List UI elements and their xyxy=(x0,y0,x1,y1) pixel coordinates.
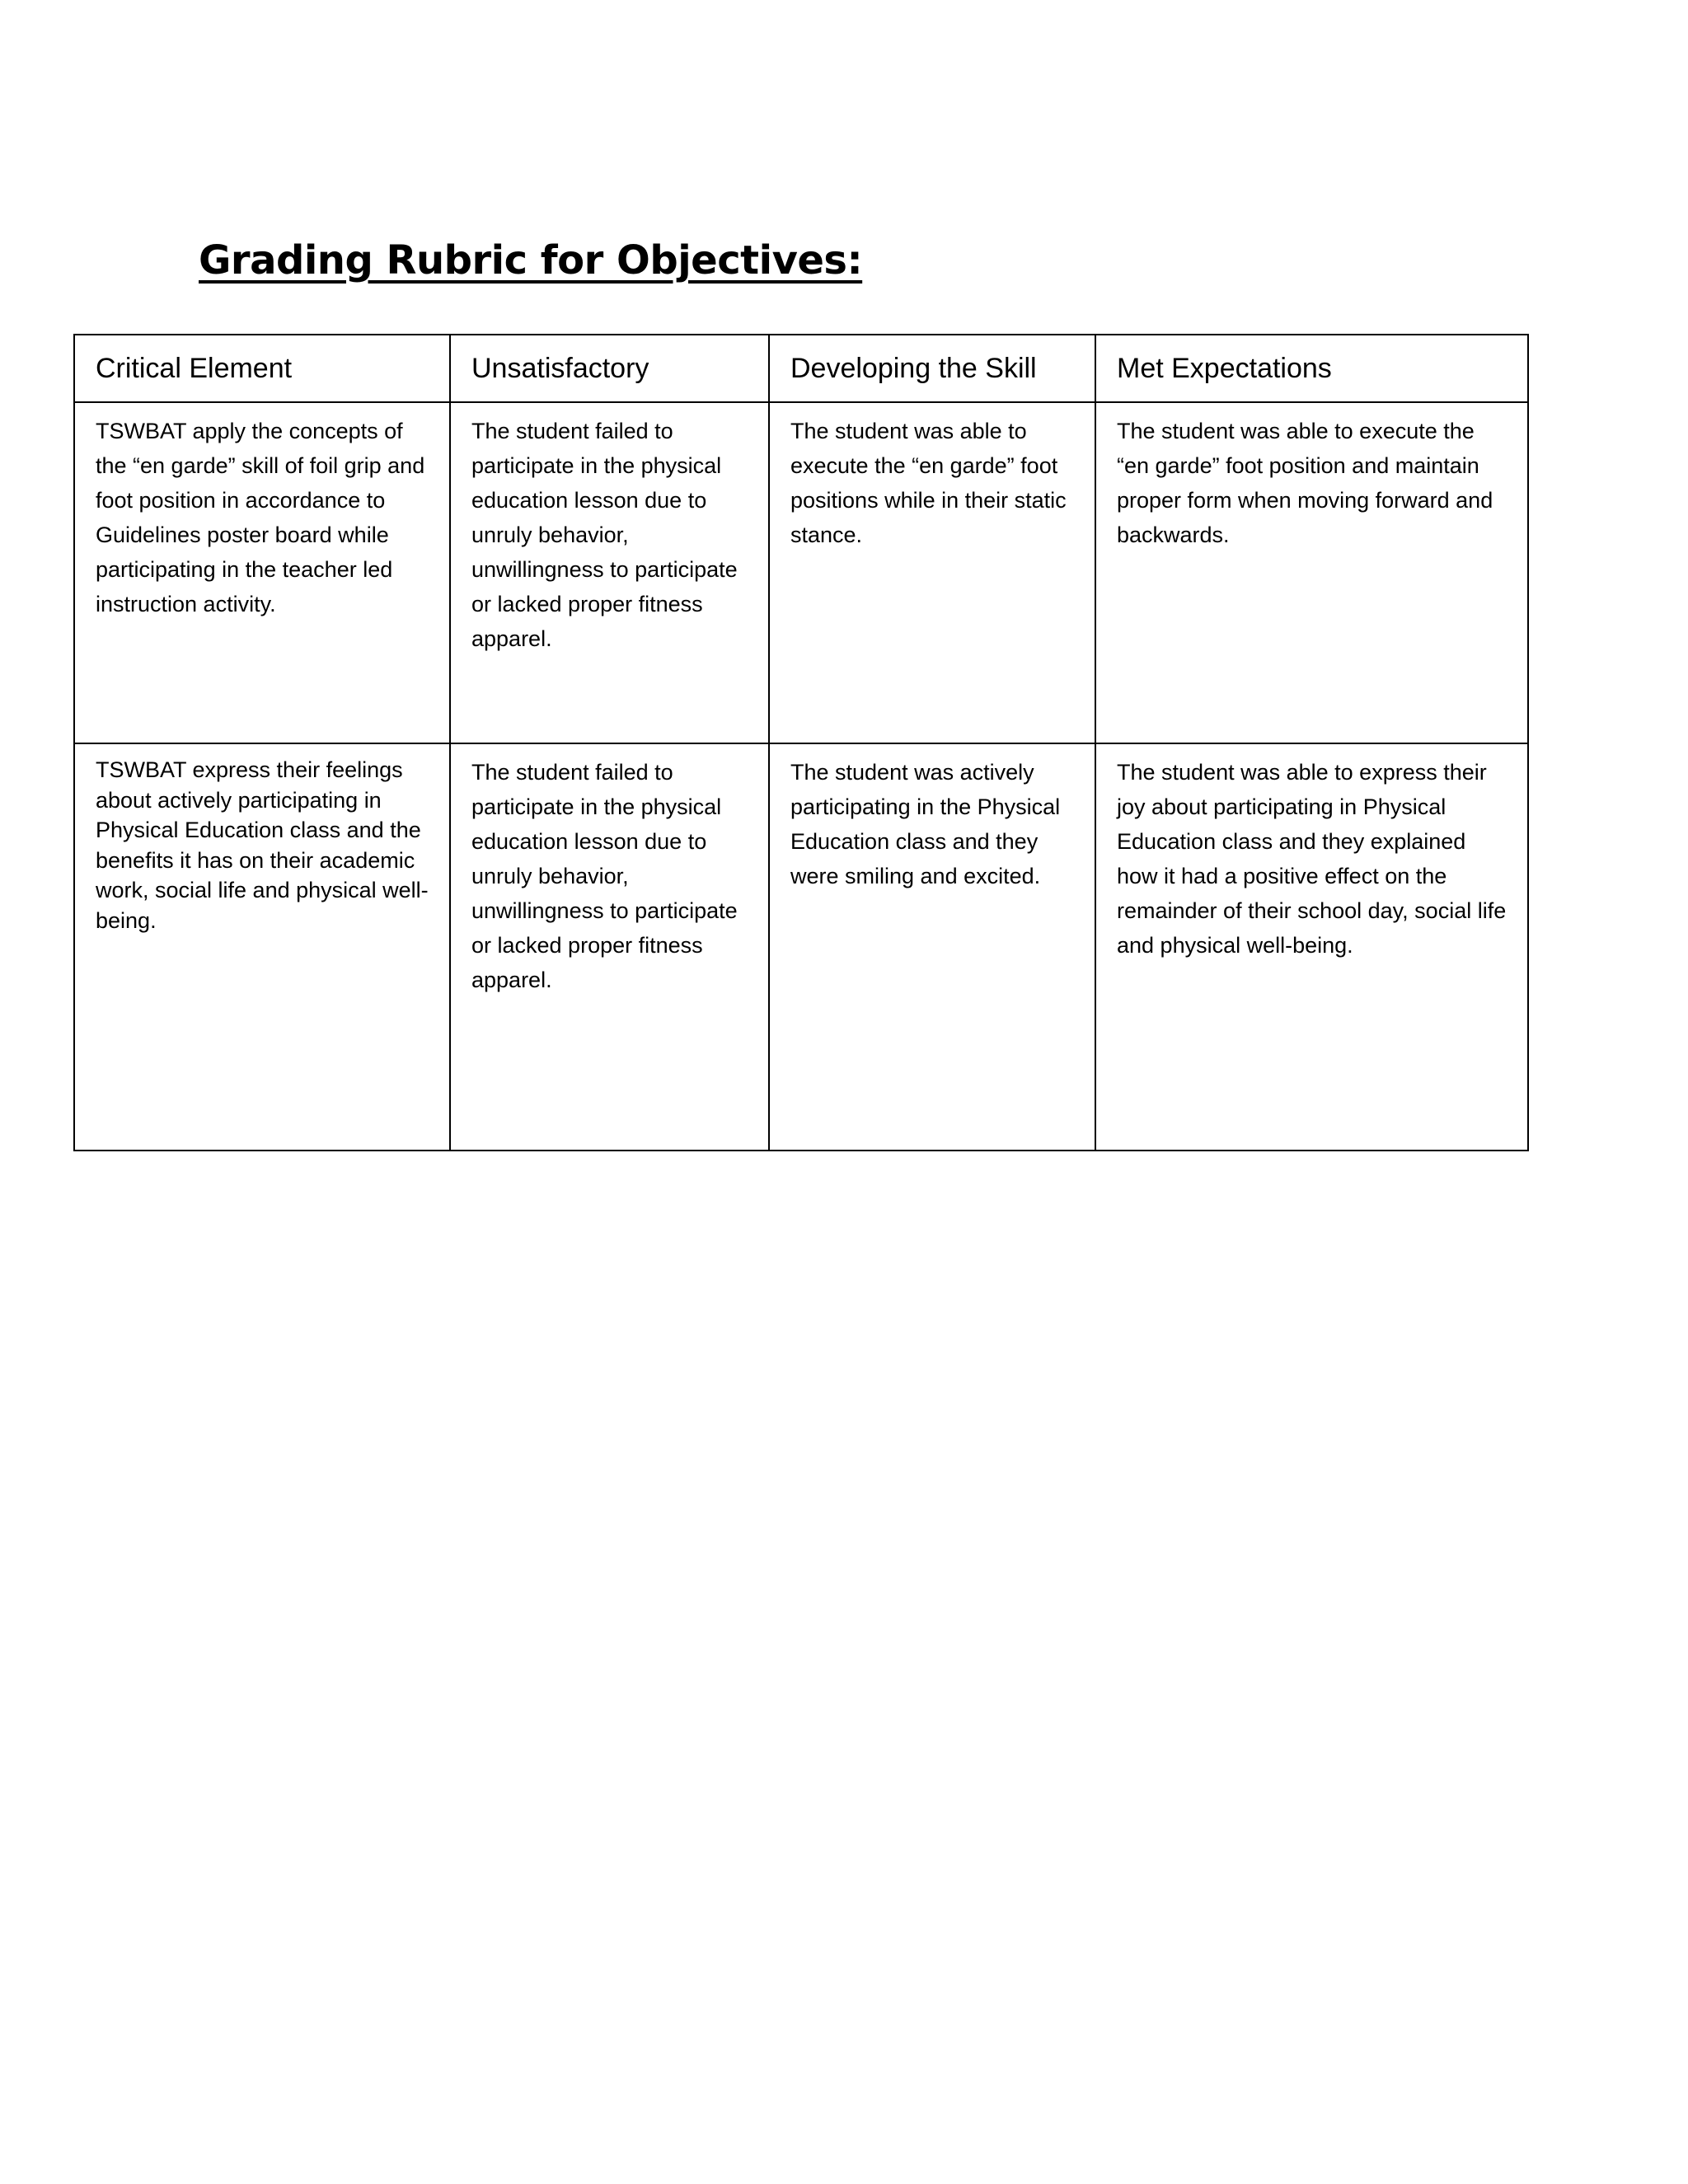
cell-developing-the-skill: The student was actively participating in the Physical Education class and they were smiling and excited. xyxy=(769,743,1095,1151)
table-header-row xyxy=(74,335,1528,402)
grading-rubric-table xyxy=(73,334,1529,1151)
cell-met-expectations: The student was able to execute the “en garde” foot position and maintain proper form when moving forward and backwards. xyxy=(1095,402,1528,743)
table-row xyxy=(74,402,1528,743)
cell-developing-the-skill: The student was able to execute the “en garde” foot positions while in their static stance. xyxy=(769,402,1095,743)
header-met-expectations: Met Expectations xyxy=(1095,335,1528,402)
rubric-header xyxy=(74,335,1528,402)
cell-unsatisfactory: The student failed to participate in the physical education lesson due to unruly behavior, unwillingness to participate or lacked proper fitness apparel. xyxy=(450,402,769,743)
cell-critical-element: TSWBAT apply the concepts of the “en garde” skill of foil grip and foot position in accordance to Guidelines poster board while participating in the teacher led instruction activity. xyxy=(74,402,450,743)
page-title: Grading Rubric for Objectives: xyxy=(199,237,863,284)
header-unsatisfactory: Unsatisfactory xyxy=(450,335,769,402)
rubric-body xyxy=(74,402,1528,1151)
header-critical-element: Critical Element xyxy=(74,335,450,402)
cell-unsatisfactory: The student failed to participate in the physical education lesson due to unruly behavior, unwillingness to participate or lacked proper fitness apparel. xyxy=(450,743,769,1151)
cell-met-expectations: The student was able to express their joy about participating in Physical Education class and they explained how it had a positive effect on the remainder of their school day, social life and physical well-being. xyxy=(1095,743,1528,1151)
table-row xyxy=(74,743,1528,1151)
header-developing-the-skill: Developing the Skill xyxy=(769,335,1095,402)
cell-critical-element: TSWBAT express their feelings about actively participating in Physical Education class and the benefits it has on their academic work, social life and physical well-being. xyxy=(74,743,450,1151)
